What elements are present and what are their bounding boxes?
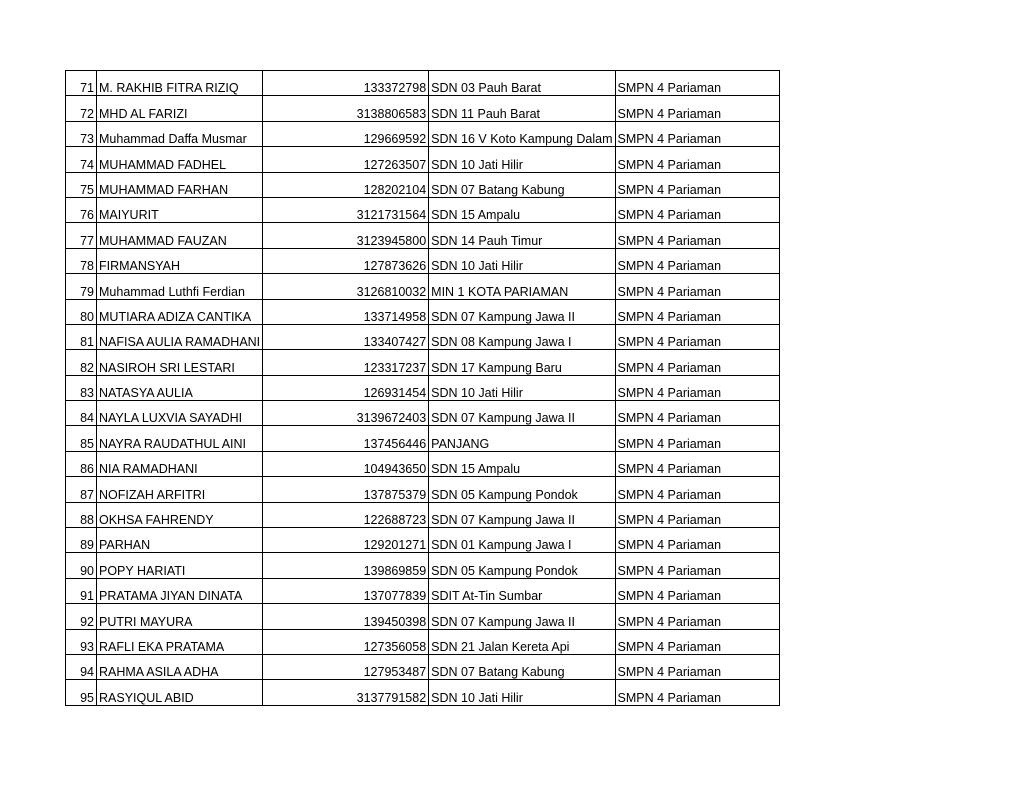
destination-school: SMPN 4 Pariaman xyxy=(615,680,779,705)
destination-school: SMPN 4 Pariaman xyxy=(615,604,779,629)
student-name: MUHAMMAD FAUZAN xyxy=(97,223,263,248)
table-row xyxy=(66,680,780,705)
student-name: MUTIARA ADIZA CANTIKA xyxy=(97,299,263,324)
table-row xyxy=(66,274,780,299)
origin-school: SDN 21 Jalan Kereta Api xyxy=(429,629,615,654)
student-nisn: 129201271 xyxy=(263,528,429,553)
table-row xyxy=(66,121,780,146)
table-row xyxy=(66,147,780,172)
origin-school: SDN 03 Pauh Barat xyxy=(429,71,615,96)
student-nisn: 3138806583 xyxy=(263,96,429,121)
destination-school: SMPN 4 Pariaman xyxy=(615,375,779,400)
student-name: POPY HARIATI xyxy=(97,553,263,578)
table-row xyxy=(66,350,780,375)
origin-school: SDN 07 Kampung Jawa II xyxy=(429,604,615,629)
row-number: 95 xyxy=(66,680,97,705)
student-nisn: 139450398 xyxy=(263,604,429,629)
table-row xyxy=(66,553,780,578)
student-nisn: 126931454 xyxy=(263,375,429,400)
student-nisn: 133407427 xyxy=(263,324,429,349)
student-nisn: 139869859 xyxy=(263,553,429,578)
student-nisn: 104943650 xyxy=(263,451,429,476)
student-nisn: 133372798 xyxy=(263,71,429,96)
student-name: NAFISA AULIA RAMADHANI xyxy=(97,324,263,349)
origin-school: SDN 07 Batang Kabung xyxy=(429,172,615,197)
student-name: NIA RAMADHANI xyxy=(97,451,263,476)
row-number: 84 xyxy=(66,401,97,426)
destination-school: SMPN 4 Pariaman xyxy=(615,401,779,426)
table-row xyxy=(66,401,780,426)
origin-school: SDN 01 Kampung Jawa I xyxy=(429,528,615,553)
student-name: NASIROH SRI LESTARI xyxy=(97,350,263,375)
destination-school: SMPN 4 Pariaman xyxy=(615,172,779,197)
table-body xyxy=(66,71,780,706)
origin-school: SDN 10 Jati Hilir xyxy=(429,375,615,400)
table-row xyxy=(66,451,780,476)
table-row xyxy=(66,197,780,222)
row-number: 88 xyxy=(66,502,97,527)
row-number: 87 xyxy=(66,477,97,502)
table-row xyxy=(66,629,780,654)
student-nisn: 137875379 xyxy=(263,477,429,502)
origin-school: SDN 07 Kampung Jawa II xyxy=(429,401,615,426)
destination-school: SMPN 4 Pariaman xyxy=(615,451,779,476)
destination-school: SMPN 4 Pariaman xyxy=(615,197,779,222)
student-nisn: 128202104 xyxy=(263,172,429,197)
row-number: 91 xyxy=(66,578,97,603)
student-name: MUHAMMAD FADHEL xyxy=(97,147,263,172)
student-name: RASYIQUL ABID xyxy=(97,680,263,705)
student-name: M. RAKHIB FITRA RIZIQ xyxy=(97,71,263,96)
destination-school: SMPN 4 Pariaman xyxy=(615,350,779,375)
student-nisn: 3121731564 xyxy=(263,197,429,222)
student-nisn: 133714958 xyxy=(263,299,429,324)
student-name: Muhammad Luthfi Ferdian xyxy=(97,274,263,299)
table-row xyxy=(66,578,780,603)
student-name: Muhammad Daffa Musmar xyxy=(97,121,263,146)
table-row xyxy=(66,502,780,527)
origin-school: SDN 07 Kampung Jawa II xyxy=(429,299,615,324)
row-number: 77 xyxy=(66,223,97,248)
student-nisn: 129669592 xyxy=(263,121,429,146)
student-nisn: 3126810032 xyxy=(263,274,429,299)
student-nisn: 137077839 xyxy=(263,578,429,603)
student-name: PARHAN xyxy=(97,528,263,553)
table-row xyxy=(66,71,780,96)
destination-school: SMPN 4 Pariaman xyxy=(615,426,779,451)
row-number: 82 xyxy=(66,350,97,375)
table-row xyxy=(66,96,780,121)
row-number: 75 xyxy=(66,172,97,197)
origin-school: SDN 10 Jati Hilir xyxy=(429,680,615,705)
student-name: NAYRA RAUDATHUL AINI xyxy=(97,426,263,451)
origin-school: SDN 10 Jati Hilir xyxy=(429,248,615,273)
origin-school: SDN 15 Ampalu xyxy=(429,197,615,222)
table-row xyxy=(66,477,780,502)
destination-school: SMPN 4 Pariaman xyxy=(615,629,779,654)
student-nisn: 3139672403 xyxy=(263,401,429,426)
origin-school: SDN 11 Pauh Barat xyxy=(429,96,615,121)
origin-school: MIN 1 KOTA PARIAMAN xyxy=(429,274,615,299)
student-nisn: 137456446 xyxy=(263,426,429,451)
destination-school: SMPN 4 Pariaman xyxy=(615,274,779,299)
student-name: FIRMANSYAH xyxy=(97,248,263,273)
student-nisn: 123317237 xyxy=(263,350,429,375)
row-number: 93 xyxy=(66,629,97,654)
student-nisn: 122688723 xyxy=(263,502,429,527)
destination-school: SMPN 4 Pariaman xyxy=(615,71,779,96)
table-row xyxy=(66,528,780,553)
destination-school: SMPN 4 Pariaman xyxy=(615,299,779,324)
destination-school: SMPN 4 Pariaman xyxy=(615,147,779,172)
row-number: 72 xyxy=(66,96,97,121)
row-number: 79 xyxy=(66,274,97,299)
row-number: 94 xyxy=(66,654,97,679)
table-row xyxy=(66,654,780,679)
student-name: NAYLA LUXVIA SAYADHI xyxy=(97,401,263,426)
destination-school: SMPN 4 Pariaman xyxy=(615,121,779,146)
student-name: NOFIZAH ARFITRI xyxy=(97,477,263,502)
student-name: MHD AL FARIZI xyxy=(97,96,263,121)
row-number: 76 xyxy=(66,197,97,222)
table-row xyxy=(66,299,780,324)
student-table xyxy=(65,70,780,706)
table-row xyxy=(66,172,780,197)
student-nisn: 127356058 xyxy=(263,629,429,654)
student-nisn: 127263507 xyxy=(263,147,429,172)
destination-school: SMPN 4 Pariaman xyxy=(615,654,779,679)
student-name: NATASYA AULIA xyxy=(97,375,263,400)
student-nisn: 127873626 xyxy=(263,248,429,273)
table-row xyxy=(66,248,780,273)
row-number: 89 xyxy=(66,528,97,553)
student-name: RAHMA ASILA ADHA xyxy=(97,654,263,679)
row-number: 81 xyxy=(66,324,97,349)
student-name: OKHSA FAHRENDY xyxy=(97,502,263,527)
student-name: MAIYURIT xyxy=(97,197,263,222)
origin-school: SDN 17 Kampung Baru xyxy=(429,350,615,375)
destination-school: SMPN 4 Pariaman xyxy=(615,477,779,502)
origin-school: SDN 15 Ampalu xyxy=(429,451,615,476)
origin-school: SDN 14 Pauh Timur xyxy=(429,223,615,248)
row-number: 92 xyxy=(66,604,97,629)
row-number: 74 xyxy=(66,147,97,172)
row-number: 85 xyxy=(66,426,97,451)
student-nisn: 3123945800 xyxy=(263,223,429,248)
destination-school: SMPN 4 Pariaman xyxy=(615,578,779,603)
row-number: 73 xyxy=(66,121,97,146)
row-number: 78 xyxy=(66,248,97,273)
row-number: 83 xyxy=(66,375,97,400)
destination-school: SMPN 4 Pariaman xyxy=(615,96,779,121)
student-name: MUHAMMAD FARHAN xyxy=(97,172,263,197)
destination-school: SMPN 4 Pariaman xyxy=(615,528,779,553)
origin-school: SDN 08 Kampung Jawa I xyxy=(429,324,615,349)
row-number: 71 xyxy=(66,71,97,96)
table-row xyxy=(66,223,780,248)
origin-school: PANJANG xyxy=(429,426,615,451)
destination-school: SMPN 4 Pariaman xyxy=(615,324,779,349)
origin-school: SDN 16 V Koto Kampung Dalam xyxy=(429,121,615,146)
origin-school: SDN 07 Batang Kabung xyxy=(429,654,615,679)
row-number: 80 xyxy=(66,299,97,324)
origin-school: SDN 10 Jati Hilir xyxy=(429,147,615,172)
table-row xyxy=(66,375,780,400)
origin-school: SDN 07 Kampung Jawa II xyxy=(429,502,615,527)
destination-school: SMPN 4 Pariaman xyxy=(615,502,779,527)
origin-school: SDN 05 Kampung Pondok xyxy=(429,477,615,502)
origin-school: SDIT At-Tin Sumbar xyxy=(429,578,615,603)
destination-school: SMPN 4 Pariaman xyxy=(615,248,779,273)
destination-school: SMPN 4 Pariaman xyxy=(615,553,779,578)
origin-school: SDN 05 Kampung Pondok xyxy=(429,553,615,578)
destination-school: SMPN 4 Pariaman xyxy=(615,223,779,248)
student-nisn: 3137791582 xyxy=(263,680,429,705)
student-nisn: 127953487 xyxy=(263,654,429,679)
row-number: 90 xyxy=(66,553,97,578)
student-name: PRATAMA JIYAN DINATA xyxy=(97,578,263,603)
student-name: RAFLI EKA PRATAMA xyxy=(97,629,263,654)
table-row xyxy=(66,604,780,629)
table-row xyxy=(66,324,780,349)
student-name: PUTRI MAYURA xyxy=(97,604,263,629)
row-number: 86 xyxy=(66,451,97,476)
table-row xyxy=(66,426,780,451)
